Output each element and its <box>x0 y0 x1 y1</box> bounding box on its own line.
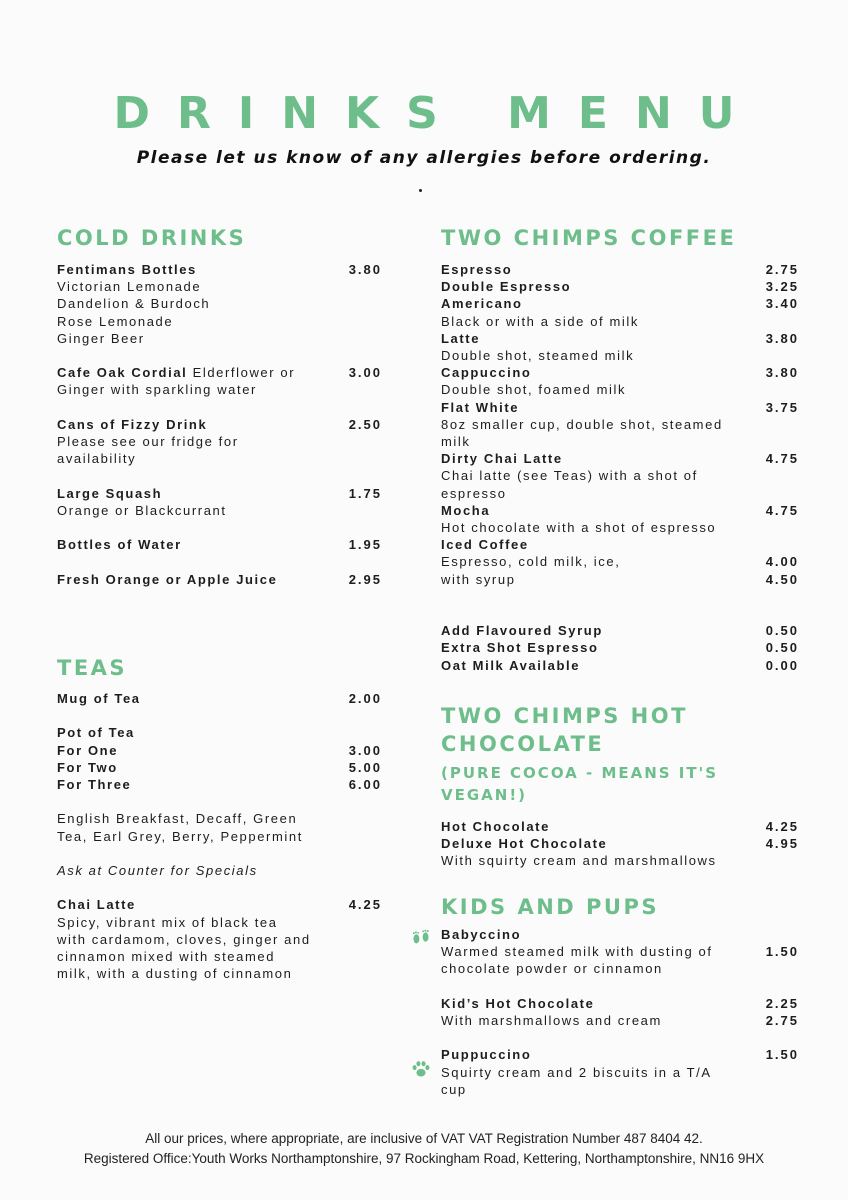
item-price: 0.50 <box>765 623 799 639</box>
menu-item <box>441 295 799 312</box>
menu-item <box>57 536 382 553</box>
item-price: 2.75 <box>765 262 799 277</box>
footprints-icon <box>410 926 432 948</box>
menu-item <box>441 450 799 467</box>
teas-section <box>57 654 382 982</box>
item-name: Cans of Fizzy Drink <box>57 416 208 432</box>
item-name: Oat Milk Available <box>441 657 581 673</box>
item-name: For Three <box>57 777 132 792</box>
menu-item <box>441 330 799 347</box>
item-name: For One <box>57 742 119 758</box>
menu-item <box>57 742 382 759</box>
item-price: 1.50 <box>765 944 799 960</box>
coffee-section <box>441 224 799 674</box>
item-price: 3.25 <box>765 279 799 295</box>
section-heading: KIDS AND PUPS <box>441 895 659 919</box>
menu-item <box>441 553 799 570</box>
item-price: 4.25 <box>765 819 799 834</box>
item-name: Mocha <box>441 502 491 518</box>
item-name: Iced Coffee <box>441 537 529 553</box>
section-heading: TWO CHIMPS HOT CHOCOLATE <box>441 704 688 756</box>
menu-item <box>57 364 382 381</box>
menu-item <box>441 1046 799 1063</box>
item-description: Black or with a side of milk <box>441 313 639 329</box>
item-name: Fresh Orange or Apple Juice <box>57 571 278 587</box>
menu-item <box>57 759 382 776</box>
kids-and-pups-section <box>441 893 799 1098</box>
hot-chocolate-section <box>441 702 799 870</box>
item-price: 4.95 <box>765 836 799 852</box>
menu-item <box>441 818 799 835</box>
item-price: 2.75 <box>765 1013 799 1028</box>
item-name: Double Espresso <box>441 279 572 295</box>
item-description: Hot chocolate with a shot of espresso <box>441 520 717 536</box>
item-option: Dandelion & Burdoch <box>57 296 211 312</box>
section-heading: TWO CHIMPS COFFEE <box>441 226 737 250</box>
item-name: Americano <box>441 296 523 312</box>
menu-item <box>441 261 799 278</box>
item-description: Chai latte (see Teas) with a shot of <box>441 468 698 484</box>
item-price: 4.75 <box>765 451 799 467</box>
menu-item <box>441 364 799 381</box>
menu-item <box>441 943 799 960</box>
menu-item <box>441 995 799 1012</box>
cold-drinks-section <box>57 224 382 588</box>
item-option: Rose Lemonade <box>57 313 174 329</box>
item-price: 3.80 <box>348 262 382 277</box>
item-description: Double shot, steamed milk <box>441 348 635 364</box>
menu-item <box>441 571 799 588</box>
item-name: Hot Chocolate <box>441 819 550 834</box>
item-name: Dirty Chai Latte <box>441 451 563 467</box>
tea-varieties: English Breakfast, Decaff, Green <box>57 811 298 827</box>
item-description: availability <box>57 451 137 467</box>
item-price: 2.50 <box>348 416 382 432</box>
item-description: 8oz smaller cup, double shot, steamed <box>441 416 723 432</box>
item-name: Flat White <box>441 399 520 415</box>
item-price: 3.75 <box>765 399 799 415</box>
section-heading: COLD DRINKS <box>57 226 247 250</box>
menu-item <box>57 261 382 278</box>
item-name: Espresso <box>441 262 513 277</box>
item-name: Mug of Tea <box>57 691 141 706</box>
item-price: 4.75 <box>765 502 799 518</box>
item-name: Add Flavoured Syrup <box>441 623 603 639</box>
item-description: With marshmallows and cream <box>441 1013 662 1028</box>
item-name: Puppuccino <box>441 1047 532 1063</box>
item-price: 3.80 <box>765 330 799 346</box>
item-description: Double shot, foamed milk <box>441 382 627 398</box>
menu-item <box>57 485 382 502</box>
item-price: 4.00 <box>765 554 799 570</box>
item-option: Ginger Beer <box>57 330 145 346</box>
item-price: 2.25 <box>765 995 799 1011</box>
item-name: Latte <box>441 330 481 346</box>
allergy-notice: Please let us know of any allergies before ordering. <box>136 148 712 168</box>
item-price: 0.00 <box>765 657 799 673</box>
section-heading: TEAS <box>57 656 128 680</box>
menu-item <box>57 416 382 433</box>
menu-item <box>57 896 382 913</box>
menu-item <box>57 776 382 793</box>
item-name: For Two <box>57 759 118 775</box>
item-price: 1.50 <box>765 1047 799 1063</box>
item-description: With squirty cream and marshmallows <box>441 853 717 869</box>
menu-item <box>57 690 382 707</box>
item-price: 2.95 <box>348 571 382 587</box>
item-name: Extra Shot Espresso <box>441 640 599 656</box>
item-description: espresso <box>441 485 507 501</box>
item-description: Orange or Blackcurrant <box>57 502 227 518</box>
item-description: Warmed steamed milk with dusting of <box>441 944 713 960</box>
registered-office: Registered Office:Youth Works Northamptonshire, 97 Rockingham Road, Kettering, Northamptonshire, NN16 9HX <box>83 1151 765 1166</box>
item-description: chocolate powder or cinnamon <box>441 961 663 977</box>
item-price: 1.95 <box>348 537 382 553</box>
item-price: 3.80 <box>765 365 799 381</box>
item-description: Ginger with sparkling water <box>57 382 257 398</box>
item-name: Cafe Oak Cordial <box>57 365 188 381</box>
item-description: Espresso, cold milk, ice, <box>441 554 621 570</box>
menu-item <box>441 278 799 295</box>
item-name: Deluxe Hot Chocolate <box>441 836 608 852</box>
item-description: with syrup <box>441 571 516 587</box>
item-name: Bottles of Water <box>57 537 182 553</box>
item-price: 6.00 <box>348 777 382 792</box>
item-description: Squirty cream and 2 biscuits in a T/A <box>441 1064 712 1080</box>
menu-item <box>441 657 799 674</box>
item-description: cinnamon mixed with steamed <box>57 948 276 964</box>
item-price: 4.25 <box>348 897 382 913</box>
item-description: Elderflower or <box>187 365 296 381</box>
item-price: 1.75 <box>348 485 382 501</box>
menu-item <box>57 571 382 588</box>
item-name: Kid’s Hot Chocolate <box>441 995 595 1011</box>
menu-item <box>441 835 799 852</box>
item-name: Fentimans Bottles <box>57 262 197 277</box>
decorative-dot <box>419 189 422 192</box>
item-name: Cappuccino <box>441 365 532 381</box>
item-price: 3.00 <box>348 365 382 381</box>
menu-title: DRINKS MENU <box>113 88 762 139</box>
item-description: cup <box>441 1081 467 1097</box>
menu-item <box>441 622 799 639</box>
item-price: 2.00 <box>348 691 382 706</box>
vat-notice: All our prices, where appropriate, are inclusive of VAT VAT Registration Number 487 8404 42. <box>145 1131 703 1146</box>
specials-note: Ask at Counter for Specials <box>57 862 258 878</box>
tea-varieties: Tea, Earl Grey, Berry, Peppermint <box>57 828 303 844</box>
item-name: Large Squash <box>57 485 163 501</box>
paw-print-icon <box>410 1058 432 1080</box>
item-price: 4.50 <box>765 571 799 587</box>
section-subheading: (PURE COCOA - MEANS IT'S VEGAN!) <box>441 764 719 804</box>
item-description: milk <box>441 434 471 450</box>
item-price: 3.40 <box>765 296 799 312</box>
item-description: with cardamom, cloves, ginger and <box>57 931 311 947</box>
menu-item <box>441 399 799 416</box>
menu-item <box>441 502 799 519</box>
item-price: 3.00 <box>348 742 382 758</box>
menu-item <box>441 1012 799 1029</box>
item-option: Victorian Lemonade <box>57 279 202 295</box>
menu-item <box>441 639 799 656</box>
item-price: 5.00 <box>348 759 382 775</box>
item-description: Please see our fridge for <box>57 434 239 449</box>
item-description: Spicy, vibrant mix of black tea <box>57 914 278 930</box>
item-price: 0.50 <box>765 640 799 656</box>
item-name: Babyccino <box>441 927 522 942</box>
item-description: milk, with a dusting of cinnamon <box>57 966 293 982</box>
item-name: Chai Latte <box>57 897 136 913</box>
item-name: Pot of Tea <box>57 725 135 741</box>
